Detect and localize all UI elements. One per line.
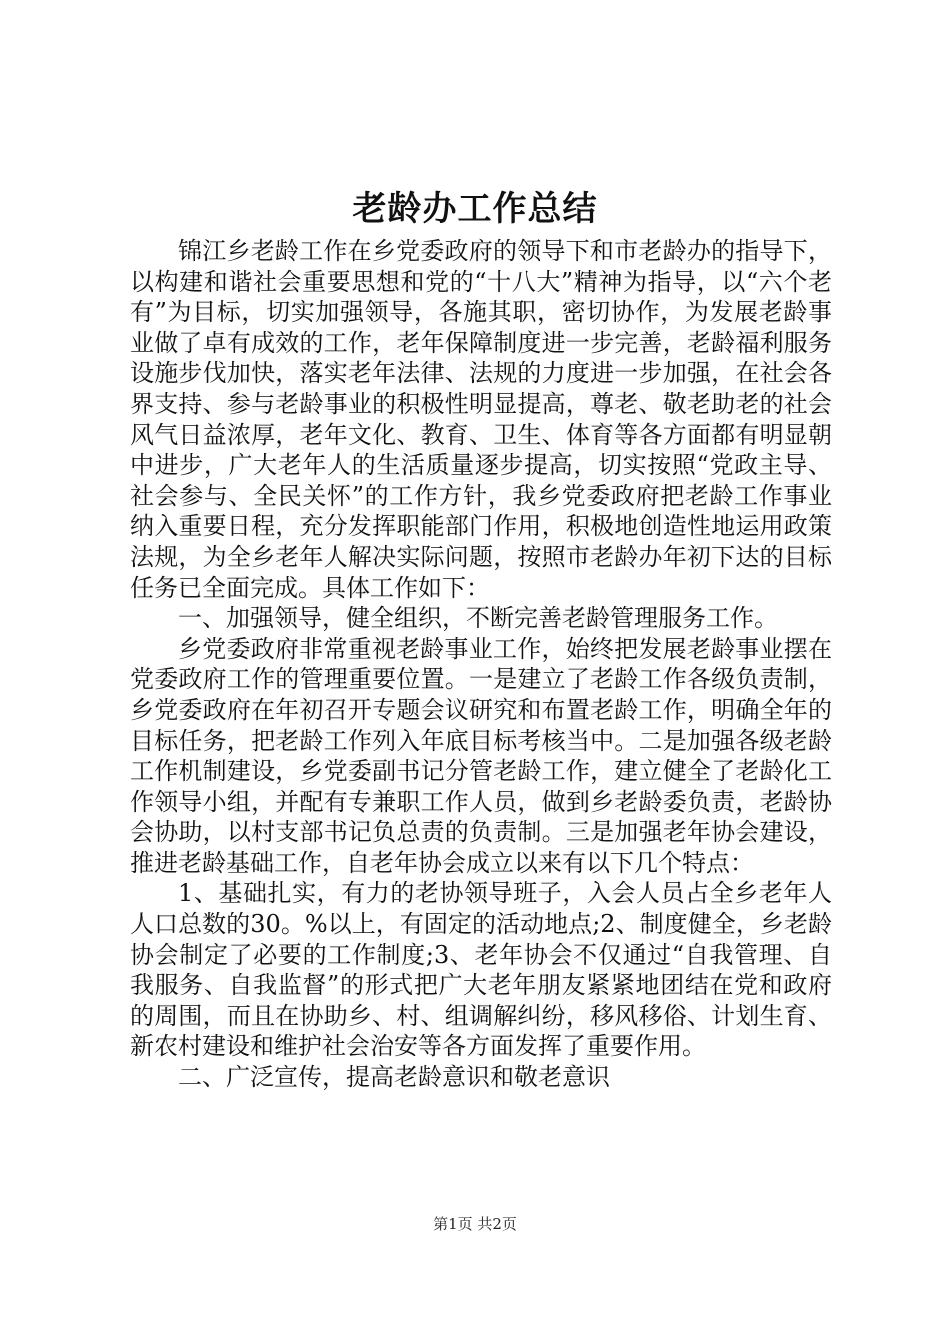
document-title: 老龄办工作总结	[352, 189, 598, 229]
paragraph-heading-1: 一、加强领导，健全组织，不断完善老龄管理服务工作。	[178, 604, 778, 633]
page-number-footer: 第1页 共2页	[433, 1215, 517, 1233]
document-body	[130, 236, 832, 1093]
paragraph-features: 1、基础扎实，有力的老协领导班子，入会人员占全乡老年人人口总数的30。%以上，有固定的活动地点;2、制度健全，乡老龄协会制定了必要的工作制度;3、老年协会不仅通过“自我管理、自我服务、自我监督”的形式把广大老年朋友紧紧地团结在党和政府的周围，而且在协助乡、村、组调解纠纷，移风移俗、计划生育、新农村建设和维护社会治安等各方面发挥了重要作用。	[130, 879, 832, 1061]
paragraph-intro: 锦江乡老龄工作在乡党委政府的领导下和市老龄办的指导下，以构建和谐社会重要思想和党的“十八大”精神为指导，以“六个老有”为目标，切实加强领导，各施其职，密切协作，为发展老龄事业做了卓有成效的工作，老年保障制度进一步完善，老龄福利服务设施步伐加快，落实老年法律、法规的力度进一步加强，在社会各界支持、参与老龄事业的积极性明显提高，尊老、敬老助老的社会风气日益浓厚，老年文化、教育、卫生、体育等各方面都有明显朝中进步，广大老年人的生活质量逐步提高，切实按照“党政主导、社会参与、全民关怀”的工作方针，我乡党委政府把老龄工作事业纳入重要日程，充分发挥职能部门作用，积极地创造性地运用政策法规，为全乡老年人解决实际问题，按照市老龄办年初下达的目标任务已全面完成。具体工作如下：	[130, 237, 832, 602]
paragraph-section-1: 乡党委政府非常重视老龄事业工作，始终把发展老龄事业摆在党委政府工作的管理重要位置。一是建立了老龄工作各级负责制，乡党委政府在年初召开专题会议研究和布置老龄工作，明确全年的目标任务，把老龄工作列入年底目标考核当中。二是加强各级老龄工作机制建设，乡党委副书记分管老龄工作，建立健全了老龄化工作领导小组，并配有专兼职工作人员，做到乡老龄委负责，老龄协会协助，以村支部书记负总责的负责制。三是加强老年协会建设，推进老龄基础工作，自老年协会成立以来有以下几个特点：	[130, 634, 832, 877]
paragraph-heading-2: 二、广泛宣传，提高老龄意识和敬老意识	[178, 1063, 610, 1092]
